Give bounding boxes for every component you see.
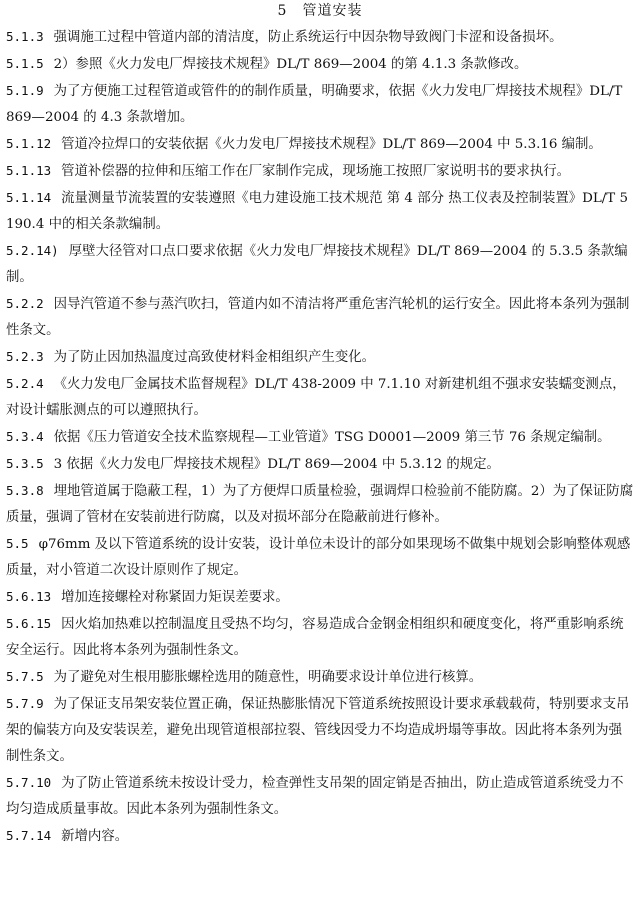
clause-5-3-8: [6, 478, 634, 531]
clause-number: 5.1.14: [6, 190, 52, 205]
clause-5-1-13: [6, 158, 634, 185]
clause-5-2-4: [6, 371, 634, 424]
clause-text: 埋地管道属于隐蔽工程，1）为了方便焊口质量检验，强调焊口检验前不能防腐。2）为了保证防腐质量，强调了管材在安装前进行防腐，以及对损坏部分在隐蔽前进行修补。: [6, 484, 634, 525]
clause-text: 管道补偿器的拉伸和压缩工作在厂家制作完成，现场施工按照厂家说明书的要求执行。: [61, 164, 570, 179]
clause-5-3-5: [6, 451, 634, 478]
clause-number: 5.7.14: [6, 828, 52, 843]
clause-number: 5.2.14): [6, 243, 59, 258]
clause-5-2-3: [6, 344, 634, 371]
clause-number: 5.2.3: [6, 349, 44, 364]
clause-5-6-13: [6, 584, 634, 611]
clause-number: 5.3.4: [6, 429, 44, 444]
clause-5-7-14: [6, 823, 634, 850]
clause-5-5: [6, 531, 634, 584]
clause-text: 因火焰加热难以控制温度且受热不均匀，容易造成合金钢金相组织和硬度变化，将严重影响系统安全运行。因此将本条列为强制性条文。: [6, 617, 624, 658]
clause-5-1-9: [6, 78, 634, 131]
clause-text: 《火力发电厂金属技术监督规程》DL/T 438-2009 中 7.1.10 对新建机组不强求安装蠕变测点，对设计蠕胀测点的可以遵照执行。: [6, 377, 626, 418]
clause-text: 厚壁大径管对口点口要求依据《火力发电厂焊接技术规程》DL/T 869—2004 的 5.3.5 条款编制。: [6, 244, 628, 285]
clause-text: 3 依据《火力发电厂焊接技术规程》DL/T 869—2004 中 5.3.12 的规定。: [53, 457, 500, 472]
clause-number: 5.6.13: [6, 589, 52, 604]
clause-number: 5.7.5: [6, 669, 44, 684]
clause-text: 为了防止因加热温度过高致使材料金相组织产生变化。: [53, 350, 376, 365]
clause-5-6-15: [6, 611, 634, 664]
clause-number: 5.5: [6, 536, 29, 551]
clause-5-3-4: [6, 424, 634, 451]
clause-text: 流量测量节流装置的安装遵照《电力建设施工技术规范 第 4 部分 热工仪表及控制装置》DL/T 5190.4 中的相关条款编制。: [6, 191, 628, 232]
clause-text: 为了防止管道系统未按设计受力，检查弹性支吊架的固定销是否抽出，防止造成管道系统受力不均匀造成质量事故。因此本条列为强制性条文。: [6, 776, 624, 817]
clause-text: 2）参照《火力发电厂焊接技术规程》DL/T 869—2004 的第 4.1.3 条款修改。: [53, 57, 528, 72]
clause-5-7-9: [6, 691, 634, 770]
clause-text: 为了保证支吊架安装位置正确，保证热膨胀情况下管道系统按照设计要求承载载荷，特别要求支吊架的偏装方向及安装误差，避免出现管道根部拉裂、管线因受力不均造成坍塌等事故。因此将本条列为强制性条文。: [6, 697, 630, 764]
clause-5-7-5: [6, 664, 634, 691]
clause-5-1-5: [6, 51, 634, 78]
clause-number: 5.3.8: [6, 483, 44, 498]
clause-number: 5.1.13: [6, 163, 52, 178]
clause-5-1-14: [6, 185, 634, 238]
clause-number: 5.3.5: [6, 456, 44, 471]
clause-text: 为了方便施工过程管道或管件的的制作质量，明确要求，依据《火力发电厂焊接技术规程》DL/T 869—2004 的 4.3 条款增加。: [6, 84, 623, 125]
clause-text: 管道冷拉焊口的安装依据《火力发电厂焊接技术规程》DL/T 869—2004 中 5.3.16 编制。: [61, 137, 602, 152]
clause-text: 增加连接螺栓对称紧固力矩误差要求。: [61, 590, 289, 605]
clause-number: 5.7.9: [6, 696, 44, 711]
clause-5-1-12: [6, 131, 634, 158]
clause-number: 5.1.9: [6, 83, 44, 98]
clause-5-2-2: [6, 291, 634, 344]
clause-5-2-1-4: [6, 238, 634, 291]
clause-number: 5.1.12: [6, 136, 52, 151]
clause-text: φ76mm 及以下管道系统的设计安装，设计单位未设计的部分如果现场不做集中规划会影响整体观感质量，对小管道二次设计原则作了规定。: [6, 537, 631, 578]
clause-number: 5.1.5: [6, 56, 44, 71]
clause-text: 新增内容。: [61, 829, 129, 844]
clause-5-1-3: [6, 24, 634, 51]
clause-number: 5.2.4: [6, 376, 44, 391]
clause-number: 5.2.2: [6, 296, 44, 311]
clause-text: 为了避免对生根用膨胀螺栓选用的随意性，明确要求设计单位进行核算。: [53, 670, 483, 685]
clause-number: 5.1.3: [6, 29, 44, 44]
clause-5-7-10: [6, 770, 634, 823]
clause-number: 5.7.10: [6, 775, 52, 790]
chapter-title: 5 管道安装: [277, 3, 363, 19]
clause-text: 依据《压力管道安全技术监察规程—工业管道》TSG D0001—2009 第三节 76 条规定编制。: [53, 430, 611, 445]
clause-number: 5.6.15: [6, 616, 52, 631]
clause-text: 强调施工过程中管道内部的清洁度，防止系统运行中因杂物导致阀门卡涩和设备损坏。: [53, 30, 563, 45]
clause-text: 因导汽管道不参与蒸汽吹扫，管道内如不清洁将严重危害汽轮机的运行安全。因此将本条列为强制性条文。: [6, 297, 630, 338]
